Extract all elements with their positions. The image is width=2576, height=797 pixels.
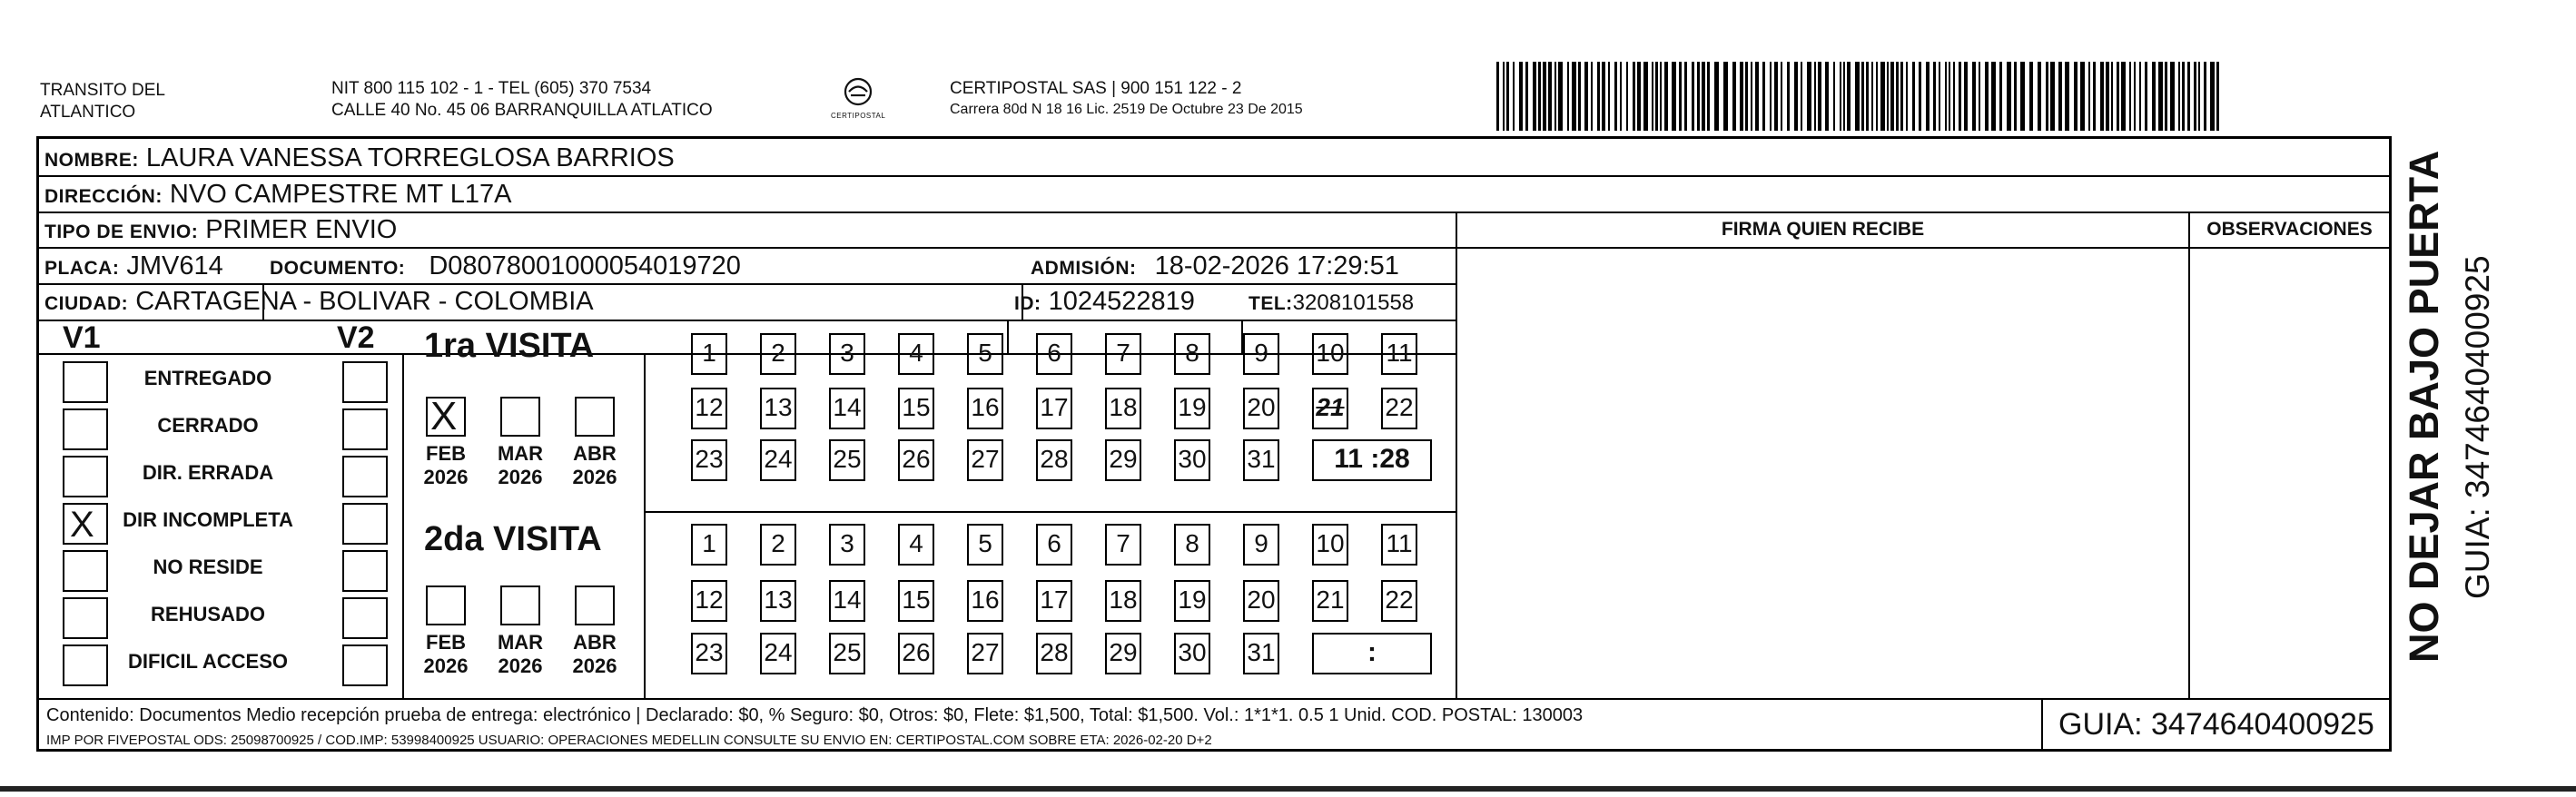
day-box[interactable]: 12 — [691, 580, 727, 622]
barcode-bar — [1999, 62, 2002, 131]
month-checkbox[interactable] — [426, 585, 466, 625]
barcode-bar — [1496, 62, 1499, 131]
barcode-bar — [1933, 62, 1936, 131]
month-checkbox[interactable] — [575, 397, 615, 437]
id-field — [1014, 286, 1195, 320]
day-box[interactable]: 24 — [760, 439, 796, 481]
barcode-bar — [1896, 62, 1899, 131]
nombre-label: NOMBRE: — [44, 150, 139, 171]
day-box[interactable]: 23 — [691, 439, 727, 481]
barcode-bar — [1567, 62, 1569, 131]
v2-checkbox[interactable] — [342, 597, 388, 639]
barcode-bar — [2058, 62, 2062, 131]
month-name: MAR — [497, 631, 544, 654]
day-box[interactable]: 13 — [760, 580, 796, 622]
barcode-bar — [1672, 62, 1676, 131]
contenido-line: Contenido: Documentos Medio recepción prueba de entrega: electrónico | Declarado: $0, % Seguro: $0, Otros: $0, Flete: $1,500, Total: $1,500. Vol.: 1*1*1. 0.5 1 Unid. COD. POSTAL: 130003 — [46, 705, 1584, 725]
barcode-bar — [1964, 62, 1968, 131]
day-box[interactable]: 13 — [760, 388, 796, 429]
barcode-bar — [2029, 62, 2033, 131]
month-checkbox[interactable] — [426, 394, 466, 438]
barcode-bar — [1525, 62, 1528, 131]
barcode-bar — [1801, 62, 1802, 131]
barcode-bar — [1702, 62, 1705, 131]
tel-value: 3208101558 — [1292, 290, 1415, 315]
certipostal-logo — [831, 76, 885, 127]
day-box[interactable]: 16 — [967, 388, 1003, 429]
barcode-bar — [1887, 62, 1889, 131]
day-box[interactable]: 18 — [1105, 580, 1141, 622]
day-box[interactable]: 12 — [691, 388, 727, 429]
barcode-bar — [1707, 62, 1710, 131]
observaciones-header: OBSERVACIONES — [2206, 219, 2373, 240]
barcode-bar — [1953, 62, 1955, 131]
barcode-bar — [1939, 62, 1940, 131]
barcode-bar — [2198, 62, 2200, 131]
v2-checkbox[interactable] — [342, 408, 388, 450]
barcode-bar — [1794, 62, 1798, 131]
barcode-bar — [1890, 62, 1894, 131]
barcode-bar — [1866, 62, 1869, 131]
barcode-bar — [1578, 62, 1581, 131]
day-box[interactable]: 25 — [829, 439, 865, 481]
barcode-bar — [2210, 62, 2215, 131]
month-name: FEB — [426, 442, 466, 465]
barcode-bar — [1949, 62, 1950, 131]
barcode-bar — [1945, 62, 1947, 131]
barcode-bar — [2080, 62, 2085, 131]
barcode-bar — [1919, 62, 1921, 131]
day-box[interactable]: 30 — [1174, 439, 1210, 481]
day-box[interactable]: 28 — [1036, 633, 1072, 674]
barcode-bar — [1506, 62, 1509, 131]
barcode-bar — [1979, 62, 1980, 131]
barcode-bar — [2046, 62, 2048, 131]
day-box[interactable]: 29 — [1105, 439, 1141, 481]
day-box[interactable]: 2 — [760, 524, 796, 566]
barcode-bar — [1847, 62, 1851, 131]
tipo-envio-value: PRIMER ENVIO — [205, 215, 398, 244]
placa-field — [44, 251, 223, 284]
day-box[interactable]: 1 — [691, 524, 727, 566]
barcode-bar — [1880, 62, 1885, 131]
guia-number: GUIA: 3474640400925 — [2058, 707, 2374, 742]
day-box[interactable]: 4 — [898, 333, 934, 375]
v2-checkbox[interactable] — [342, 644, 388, 686]
id-value: 1024522819 — [1048, 287, 1195, 316]
day-box[interactable]: 27 — [967, 439, 1003, 481]
day-box[interactable]: 30 — [1174, 633, 1210, 674]
day-box[interactable]: 3 — [829, 524, 865, 566]
tipo-envio-label: TIPO DE ENVIO: — [44, 221, 199, 242]
barcode-bar — [2145, 62, 2147, 131]
barcode-bar — [2020, 62, 2025, 131]
bottom-edge — [0, 786, 2576, 792]
observaciones-area[interactable] — [2190, 249, 2389, 698]
day-box[interactable]: 9 — [1243, 333, 1279, 375]
barcode-bar — [2014, 62, 2017, 131]
sender-details — [331, 78, 713, 122]
month-label — [486, 442, 555, 489]
barcode-bar — [1825, 62, 1829, 131]
admision-field — [1031, 251, 1399, 284]
ciudad-value: CARTAGENA - BOLIVAR - COLOMBIA — [135, 287, 594, 316]
barcode-bar — [2106, 62, 2109, 131]
month-name: FEB — [426, 631, 466, 654]
signature-area[interactable] — [1457, 249, 2188, 698]
admision-value: 18-02-2026 17:29:51 — [1154, 251, 1399, 280]
day-box[interactable]: 14 — [829, 388, 865, 429]
barcode-bar — [1697, 62, 1700, 131]
v2-checkbox[interactable] — [342, 550, 388, 592]
barcode — [1496, 62, 2223, 131]
status-label: NO RESIDE — [153, 556, 263, 578]
barcode-bar — [1843, 62, 1845, 131]
barcode-bar — [1751, 62, 1752, 131]
month-label — [411, 442, 480, 489]
day-box[interactable]: 20 — [1243, 388, 1279, 429]
month-checkbox[interactable] — [575, 585, 615, 625]
barcode-bar — [1558, 62, 1563, 131]
status-label: DIR. ERRADA — [142, 461, 274, 484]
day-box[interactable]: 8 — [1174, 333, 1210, 375]
day-box[interactable]: 16 — [967, 580, 1003, 622]
barcode-bar — [1643, 62, 1648, 131]
day-box[interactable]: 6 — [1036, 524, 1072, 566]
month-year: 2026 — [498, 654, 543, 677]
v1-header: V1 — [63, 320, 101, 355]
barcode-bar — [1637, 62, 1641, 131]
barcode-bar — [1543, 62, 1546, 131]
check-mark-icon: X — [70, 505, 94, 545]
direccion-label: DIRECCIÓN: — [44, 186, 163, 207]
barcode-bar — [2038, 62, 2041, 131]
day-box[interactable]: 19 — [1174, 388, 1210, 429]
admision-label: ADMISIÓN: — [1031, 258, 1137, 279]
barcode-bar — [1840, 62, 1841, 131]
v2-checkbox[interactable] — [342, 361, 388, 403]
barcode-bar — [1692, 62, 1694, 131]
month-label — [486, 631, 555, 678]
time-box[interactable]: : — [1312, 633, 1432, 674]
barcode-bar — [1833, 62, 1835, 131]
day-box[interactable]: 22 — [1381, 388, 1417, 429]
day-box[interactable]: 4 — [898, 524, 934, 566]
day-box[interactable]: 15 — [898, 388, 934, 429]
time-box[interactable]: 11 :28 — [1312, 439, 1432, 481]
barcode-bar — [1614, 62, 1617, 131]
barcode-bar — [1781, 62, 1782, 131]
barcode-bar — [1548, 62, 1552, 131]
company-name: CERTIPOSTAL SAS | 900 151 122 - 2 — [950, 79, 1242, 98]
placa-value: JMV614 — [126, 251, 223, 280]
second-visit-title: 2da VISITA — [424, 520, 602, 558]
documento-field — [270, 251, 741, 284]
company-license: Carrera 80d N 18 16 Lic. 2519 De Octubre 23 De 2015 — [950, 102, 1303, 117]
barcode-bar — [2100, 62, 2104, 131]
barcode-bar — [2129, 62, 2131, 131]
barcode-bar — [1620, 62, 1622, 131]
barcode-bar — [1597, 62, 1600, 131]
barcode-bar — [1745, 62, 1748, 131]
barcode-bar — [1679, 62, 1682, 131]
barcode-bar — [1991, 62, 1996, 131]
side-guia-number: GUIA: 3474640400925 — [2459, 255, 2496, 599]
month-name: ABR — [573, 631, 617, 654]
ciudad-field — [44, 286, 594, 320]
sender-line-1: TRANSITO DEL — [40, 81, 165, 100]
barcode-bar — [1861, 62, 1864, 131]
day-box[interactable]: 22 — [1381, 580, 1417, 622]
barcode-bar — [2134, 62, 2136, 131]
day-box[interactable]: 11 — [1381, 333, 1417, 375]
day-box[interactable]: 27 — [967, 633, 1003, 674]
sender-name — [40, 80, 165, 123]
day-box[interactable]: 10 — [1312, 333, 1348, 375]
barcode-bar — [2007, 62, 2011, 131]
barcode-bar — [1755, 62, 1759, 131]
v2-header: V2 — [337, 320, 375, 355]
barcode-bar — [1591, 62, 1593, 131]
day-box[interactable]: 17 — [1036, 580, 1072, 622]
month-year: 2026 — [498, 466, 543, 488]
day-box[interactable]: 15 — [898, 580, 934, 622]
barcode-bar — [2050, 62, 2055, 131]
sender-address: CALLE 40 No. 45 06 BARRANQUILLA ATLATICO — [331, 101, 713, 120]
month-label — [560, 631, 629, 678]
barcode-bar — [1652, 62, 1653, 131]
barcode-bar — [2074, 62, 2078, 131]
barcode-bar — [1538, 62, 1541, 131]
status-label: ENTREGADO — [143, 367, 272, 389]
documento-label: DOCUMENTO: — [270, 258, 406, 279]
direccion-field — [44, 179, 511, 212]
day-box[interactable]: 9 — [1243, 524, 1279, 566]
barcode-bar — [1519, 62, 1523, 131]
day-box[interactable]: 23 — [691, 633, 727, 674]
nombre-value: LAURA VANESSA TORREGLOSA BARRIOS — [145, 143, 675, 172]
company-details — [950, 78, 1303, 120]
day-box[interactable]: 24 — [760, 633, 796, 674]
barcode-bar — [1513, 62, 1515, 131]
barcode-bar — [1633, 62, 1635, 131]
day-box[interactable]: 11 — [1381, 524, 1417, 566]
barcode-bar — [2170, 62, 2175, 131]
barcode-bar — [2111, 62, 2113, 131]
barcode-bar — [1554, 62, 1556, 131]
logo-emblem-icon — [840, 76, 876, 107]
barcode-bar — [1660, 62, 1662, 131]
sender-line-2: ATLANTICO — [40, 103, 136, 122]
day-box[interactable]: 31 — [1243, 439, 1279, 481]
day-box[interactable]: 3 — [829, 333, 865, 375]
delivery-form — [36, 136, 2392, 752]
barcode-bar — [1584, 62, 1588, 131]
barcode-bar — [1787, 62, 1790, 131]
day-box[interactable]: 10 — [1312, 524, 1348, 566]
nombre-field — [44, 143, 675, 176]
day-box[interactable]: 21 — [1312, 388, 1348, 429]
day-box[interactable]: 1 — [691, 333, 727, 375]
day-box[interactable]: 20 — [1243, 580, 1279, 622]
barcode-bar — [1774, 62, 1778, 131]
barcode-bar — [1664, 62, 1668, 131]
month-label — [411, 631, 480, 678]
day-box[interactable]: 26 — [898, 633, 934, 674]
day-box[interactable]: 17 — [1036, 388, 1072, 429]
day-box[interactable]: 7 — [1105, 333, 1141, 375]
barcode-bar — [2121, 62, 2126, 131]
barcode-bar — [1533, 62, 1536, 131]
tel-label: TEL: — [1249, 293, 1293, 314]
warning-text: NO DEJAR BAJO PUERTA — [2401, 150, 2447, 663]
check-mark-icon: X — [430, 394, 458, 438]
barcode-bar — [2158, 62, 2163, 131]
sender-nit: NIT 800 115 102 - 1 - TEL (605) 370 7534 — [331, 79, 652, 98]
barcode-bar — [1906, 62, 1908, 131]
tipo-envio-field — [44, 214, 397, 248]
barcode-bar — [1572, 62, 1576, 131]
barcode-bar — [2117, 62, 2119, 131]
firma-header: FIRMA QUIEN RECIBE — [1721, 219, 1925, 240]
barcode-bar — [1959, 62, 1961, 131]
barcode-bar — [1602, 62, 1605, 131]
barcode-bar — [1871, 62, 1873, 131]
barcode-bar — [2178, 62, 2180, 131]
barcode-bar — [1740, 62, 1743, 131]
barcode-bar — [1626, 62, 1628, 131]
barcode-bar — [1732, 62, 1736, 131]
barcode-bar — [1723, 62, 1728, 131]
day-box[interactable]: 5 — [967, 333, 1003, 375]
status-label: REHUSADO — [151, 603, 265, 625]
barcode-bar — [2182, 62, 2185, 131]
day-box[interactable]: 29 — [1105, 633, 1141, 674]
barcode-bar — [1655, 62, 1658, 131]
barcode-bar — [1714, 62, 1719, 131]
status-label: CERRADO — [157, 414, 259, 437]
barcode-bar — [2216, 62, 2219, 131]
day-box[interactable]: 6 — [1036, 333, 1072, 375]
barcode-bar — [2093, 62, 2096, 131]
month-name: ABR — [573, 442, 617, 465]
barcode-bar — [1814, 62, 1816, 131]
barcode-bar — [2187, 62, 2190, 131]
day-box[interactable]: 14 — [829, 580, 865, 622]
day-box[interactable]: 7 — [1105, 524, 1141, 566]
month-year: 2026 — [572, 654, 617, 677]
month-label — [560, 442, 629, 489]
direccion-value: NVO CAMPESTRE MT L17A — [169, 180, 512, 209]
id-label: ID: — [1014, 293, 1041, 314]
day-box[interactable]: 25 — [829, 633, 865, 674]
imp-line: IMP POR FIVEPOSTAL ODS: 25098700925 / COD.IMP: 53998400925 USUARIO: OPERACIONES MEDELLIN CONSULTE SU ENVIO EN: CERTIPOSTAL.COM SOBRE ETA: 2026-02-20 D+2 — [46, 733, 1212, 748]
first-visit-title: 1ra VISITA — [424, 327, 595, 365]
barcode-bar — [1503, 62, 1505, 131]
day-box[interactable]: 19 — [1174, 580, 1210, 622]
status-label: DIFICIL ACCESO — [127, 650, 288, 673]
ciudad-label: CIUDAD: — [44, 293, 129, 314]
v2-checkbox[interactable] — [342, 503, 388, 545]
month-name: MAR — [497, 442, 544, 465]
month-year: 2026 — [423, 466, 469, 488]
barcode-bar — [1972, 62, 1976, 131]
day-box[interactable]: 5 — [967, 524, 1003, 566]
barcode-bar — [2194, 62, 2196, 131]
barcode-bar — [1985, 62, 1989, 131]
month-year: 2026 — [423, 654, 469, 677]
barcode-bar — [1912, 62, 1915, 131]
barcode-bar — [2152, 62, 2156, 131]
status-label: DIR INCOMPLETA — [123, 508, 293, 531]
barcode-bar — [2088, 62, 2090, 131]
barcode-bar — [1762, 62, 1765, 131]
month-checkbox[interactable] — [500, 585, 540, 625]
day-box[interactable]: 21 — [1312, 580, 1348, 622]
barcode-bar — [1900, 62, 1903, 131]
barcode-bar — [2065, 62, 2069, 131]
barcode-bar — [1926, 62, 1930, 131]
documento-value: D08078001000054019720 — [429, 251, 741, 280]
day-box[interactable]: 31 — [1243, 633, 1279, 674]
logo-text: CERTIPOSTAL — [831, 112, 886, 120]
barcode-bar — [1876, 62, 1878, 131]
barcode-bar — [2165, 62, 2167, 131]
day-box[interactable]: 18 — [1105, 388, 1141, 429]
barcode-bar — [1855, 62, 1860, 131]
barcode-bar — [1684, 62, 1687, 131]
day-box[interactable]: 28 — [1036, 439, 1072, 481]
tel-field — [1249, 288, 1414, 320]
barcode-bar — [2204, 62, 2206, 131]
barcode-bar — [1807, 62, 1811, 131]
placa-label: PLACA: — [44, 258, 120, 279]
day-box[interactable]: 2 — [760, 333, 796, 375]
barcode-bar — [1818, 62, 1821, 131]
month-year: 2026 — [572, 466, 617, 488]
day-box[interactable]: 8 — [1174, 524, 1210, 566]
barcode-bar — [2139, 62, 2141, 131]
barcode-bar — [1770, 62, 1772, 131]
month-checkbox[interactable] — [500, 397, 540, 437]
day-box[interactable]: 26 — [898, 439, 934, 481]
barcode-bar — [1608, 62, 1610, 131]
v2-checkbox[interactable] — [342, 456, 388, 497]
